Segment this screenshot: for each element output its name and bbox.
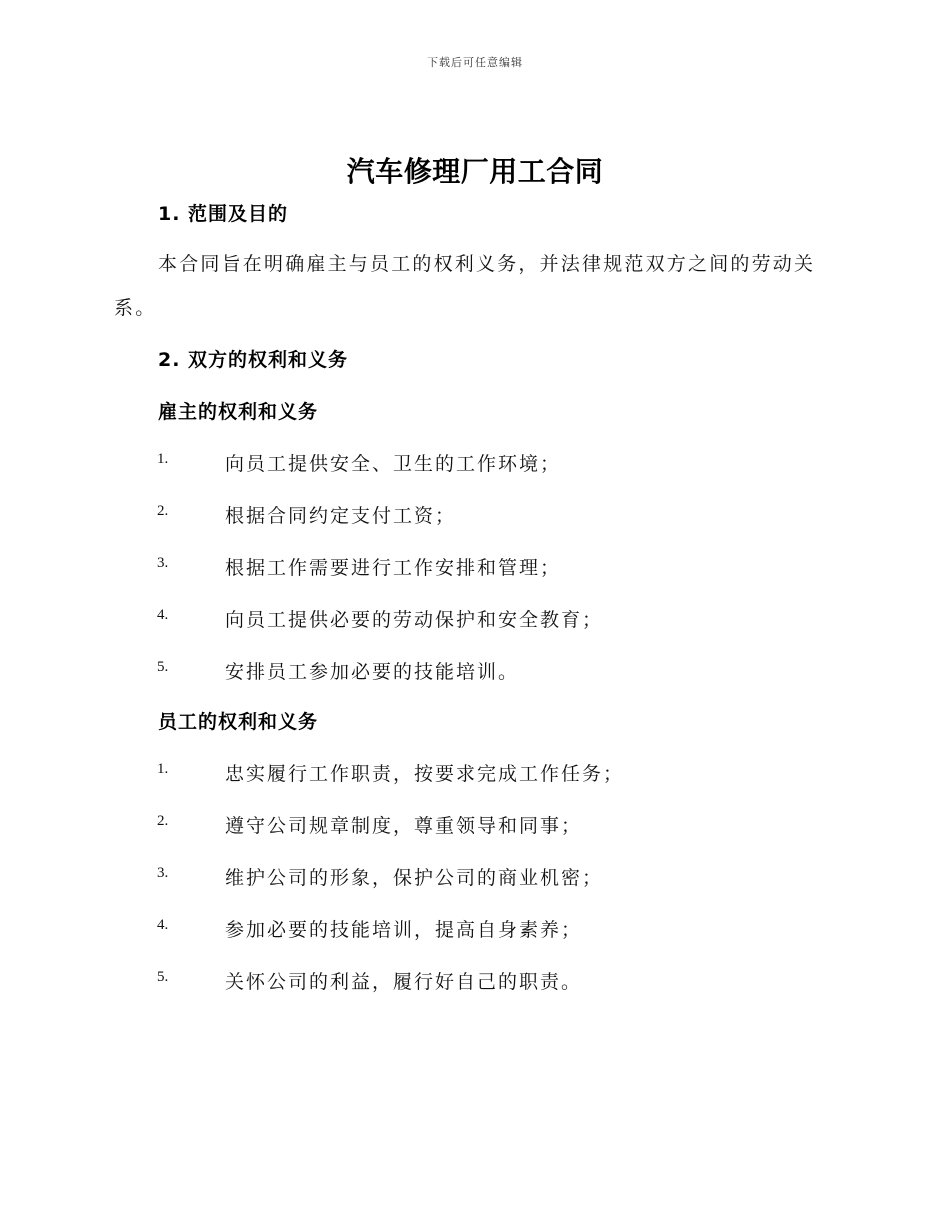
list-number: 2.	[157, 503, 169, 519]
employee-heading: 员工的权利和义务	[158, 711, 319, 733]
list-number: 2.	[157, 813, 169, 829]
list-text: 遵守公司规章制度，尊重领导和同事；	[225, 815, 583, 837]
list-text: 关怀公司的利益，履行好自己的职责。	[225, 971, 583, 993]
list-number: 1.	[157, 451, 169, 467]
list-text: 忠实履行工作职责，按要求完成工作任务；	[225, 763, 625, 785]
header-note: 下载后可任意编辑	[427, 56, 523, 69]
list-number: 1.	[157, 761, 169, 777]
list-item	[157, 501, 797, 529]
list-text: 向员工提供必要的劳动保护和安全教育；	[225, 609, 604, 631]
list-item	[157, 657, 797, 685]
list-item	[157, 915, 797, 943]
list-text: 向员工提供安全、卫生的工作环境；	[225, 453, 562, 475]
list-text: 维护公司的形象，保护公司的商业机密；	[225, 867, 604, 889]
section-heading-rights: 2. 双方的权利和义务	[158, 349, 349, 371]
list-number: 4.	[157, 917, 169, 933]
list-item	[157, 967, 797, 995]
list-item	[157, 863, 797, 891]
list-number: 3.	[157, 865, 169, 881]
section-heading-scope: 1. 范围及目的	[158, 203, 289, 225]
list-item	[157, 449, 797, 477]
list-number: 3.	[157, 555, 169, 571]
list-number: 5.	[157, 969, 169, 985]
list-text: 根据合同约定支付工资；	[225, 505, 457, 527]
list-number: 5.	[157, 659, 169, 675]
list-item	[157, 553, 797, 581]
scope-paragraph: 本合同旨在明确雇主与员工的权利义务，并法律规范双方之间的劳动关系。	[114, 253, 816, 319]
list-text: 参加必要的技能培训，提高自身素养；	[225, 919, 583, 941]
list-text: 安排员工参加必要的技能培训。	[225, 661, 520, 683]
list-item	[157, 605, 797, 633]
employer-heading: 雇主的权利和义务	[158, 401, 319, 423]
list-item	[157, 759, 797, 787]
list-text: 根据工作需要进行工作安排和管理；	[225, 557, 562, 579]
list-item	[157, 811, 797, 839]
document-title: 汽车修理厂用工合同	[346, 155, 604, 188]
list-number: 4.	[157, 607, 169, 623]
